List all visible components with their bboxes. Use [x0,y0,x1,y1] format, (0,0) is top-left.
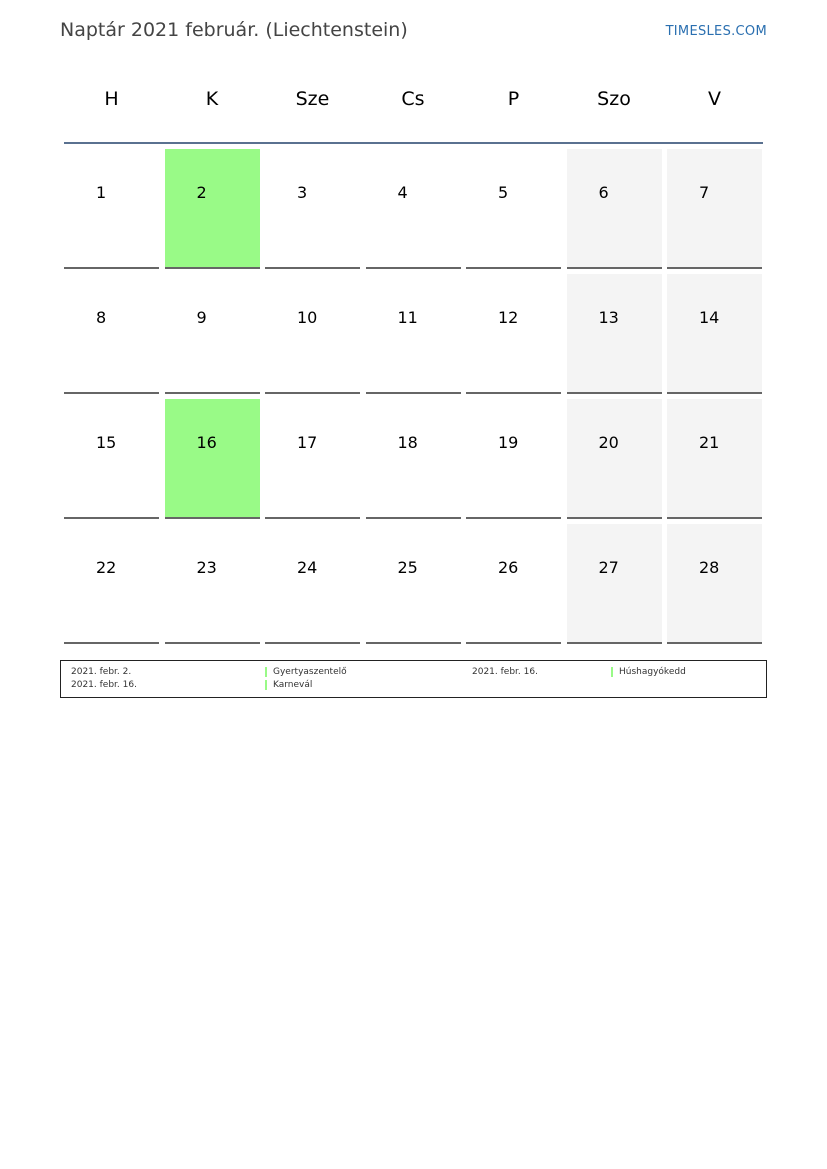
day-number: 5 [498,183,509,202]
header-divider [64,142,763,144]
day-cell [265,274,360,394]
weekday-header-row [64,88,763,118]
weekday-label: V [708,88,721,110]
day-cell [366,524,461,644]
day-number: 27 [598,558,619,577]
day-cell [165,524,260,644]
day-cell [667,524,762,644]
day-cell [366,149,461,269]
day-cell [667,274,762,394]
day-number: 22 [96,558,117,577]
weekday-label: P [507,88,520,110]
legend-holiday-name: Gyertyaszentelő [265,667,347,677]
weekday-label: Sze [295,88,330,110]
day-number: 10 [297,308,318,327]
day-cell [265,524,360,644]
day-number: 21 [699,433,720,452]
day-number: 4 [397,183,408,202]
day-number: 2 [196,183,207,202]
legend-holiday-name: Karnevál [265,680,312,690]
day-number: 14 [699,308,720,327]
day-cell [466,274,561,394]
weekday-label: H [104,88,119,110]
day-number: 9 [196,308,207,327]
day-number: 8 [96,308,107,327]
day-number: 6 [598,183,609,202]
weekday-label: K [205,88,219,110]
day-cell [567,524,662,644]
day-cell [667,149,762,269]
day-number: 16 [196,433,217,452]
day-number: 23 [196,558,217,577]
day-number: 19 [498,433,519,452]
legend-holiday-name: Húshagyókedd [611,667,686,677]
weekday-label: Cs [401,88,425,110]
day-number: 1 [96,183,107,202]
day-cell [265,149,360,269]
day-number: 26 [498,558,519,577]
page-title: Naptár 2021 február. (Liechtenstein) [60,19,408,41]
day-cell [667,399,762,519]
legend-date: 2021. febr. 16. [472,667,538,677]
day-cell [567,274,662,394]
day-number: 3 [297,183,308,202]
day-cell [567,149,662,269]
day-number: 24 [297,558,318,577]
day-cell [366,274,461,394]
day-number: 25 [397,558,418,577]
day-cell [64,149,159,269]
holiday-legend [60,660,767,698]
day-cell [466,524,561,644]
day-cell [265,399,360,519]
day-cell [466,399,561,519]
legend-date: 2021. febr. 16. [71,680,137,690]
site-link[interactable]: TIMESLES.COM [665,24,767,39]
day-number: 18 [397,433,418,452]
day-cell [466,149,561,269]
day-number: 20 [598,433,619,452]
day-cell [165,399,260,519]
day-cell [64,399,159,519]
day-number: 11 [397,308,418,327]
day-number: 7 [699,183,710,202]
day-number: 12 [498,308,519,327]
day-number: 28 [699,558,720,577]
day-number: 13 [598,308,619,327]
day-cell [366,399,461,519]
legend-date: 2021. febr. 2. [71,667,132,677]
day-cell [64,524,159,644]
day-cell [165,274,260,394]
day-cell [567,399,662,519]
day-cell [165,149,260,269]
day-number: 15 [96,433,117,452]
day-cell [64,274,159,394]
weekday-label: Szo [597,88,631,110]
day-number: 17 [297,433,318,452]
